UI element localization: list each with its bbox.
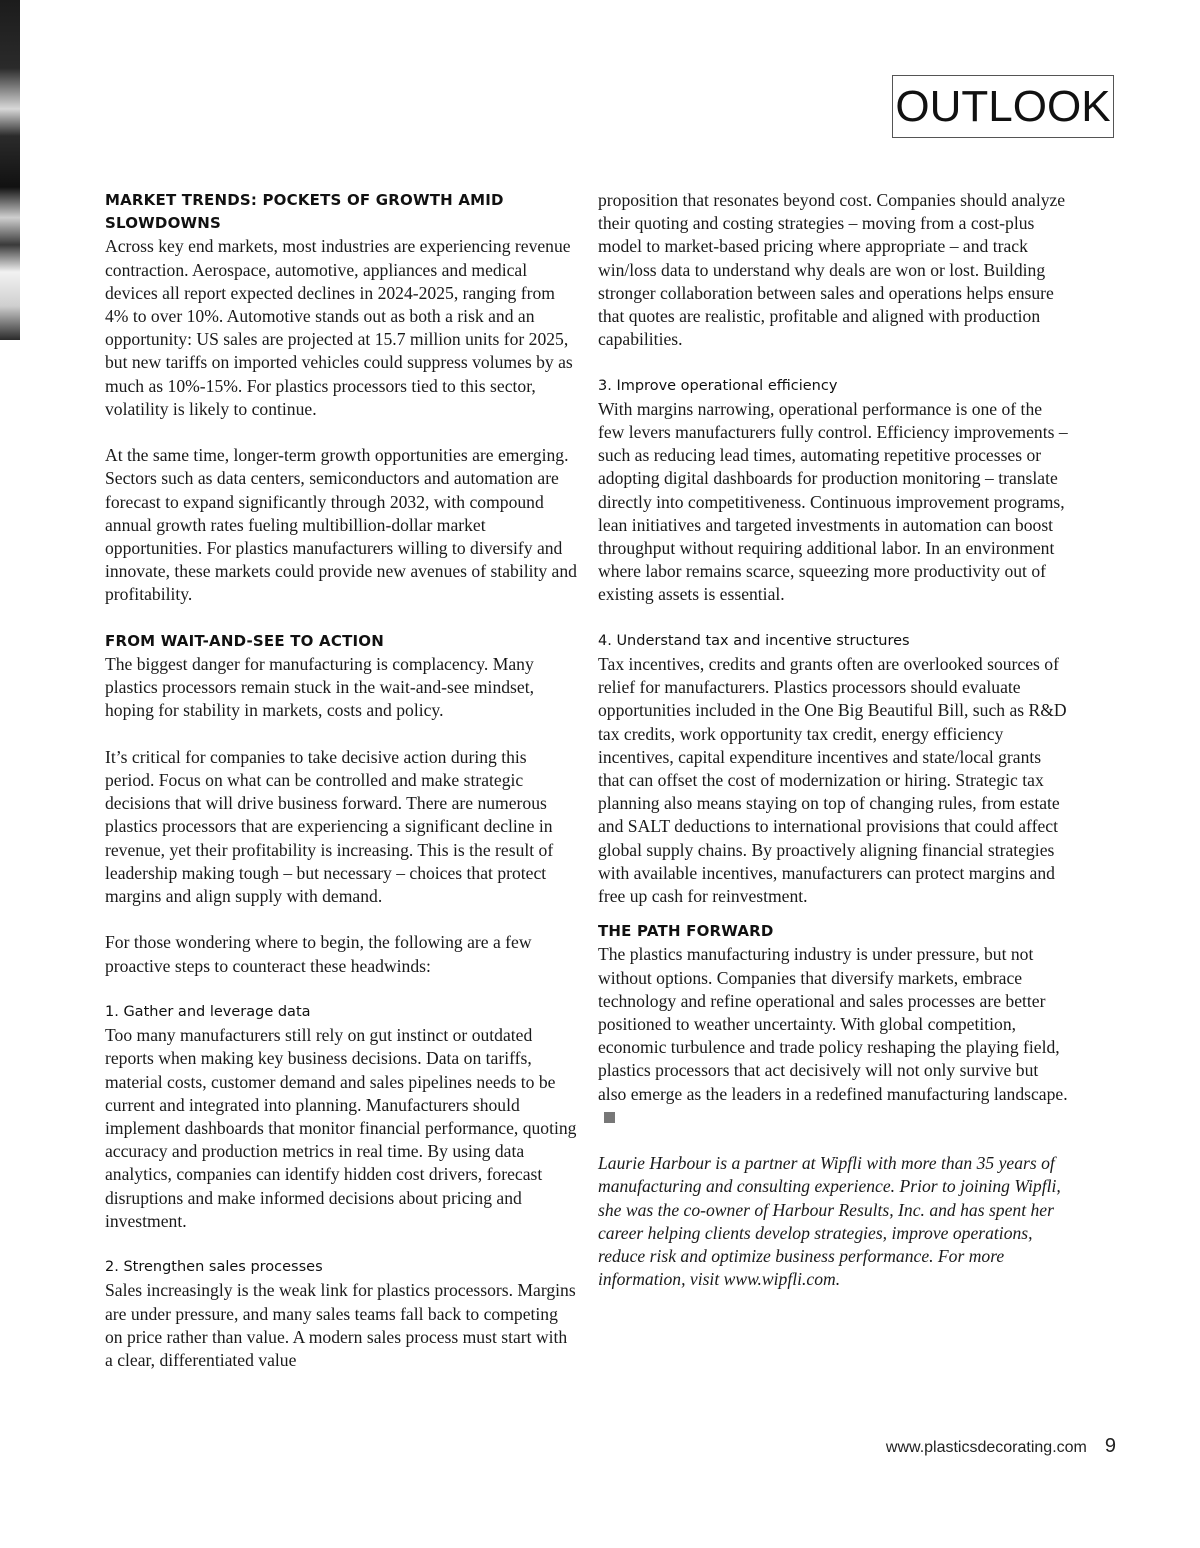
paragraph-path-forward bbox=[598, 943, 1070, 1129]
paragraph-step-2-a: Sales increasingly is the weak link for plastics processors. Margins are under pressure, and many sales teams fall back to competing on price rather than value. A modern sales process must start with a clear, differentiated value bbox=[105, 1280, 576, 1371]
page-number: 9 bbox=[1104, 1435, 1116, 1457]
paragraph-step-3: With margins narrowing, operational performance is one of the few levers manufacturers fully control. Efficiency improvements – such as reducing lead times, automating repetitive processes or adopting digital dashboards for production monitoring – translate directly into competitiveness. Continuous improvement programs, lean initiatives and targeted investments in automation can boost throughput without requiring additional labor. In an environment where labor remains scarce, squeezing more productivity out of existing assets is essential. bbox=[598, 398, 1068, 605]
left-column bbox=[105, 189, 577, 1372]
footer-url: www.plasticsdecorating.com bbox=[885, 1439, 1087, 1456]
section-label: OUTLOOK bbox=[895, 81, 1111, 131]
heading-market-trends: MARKET TRENDS: POCKETS OF GROWTH AMID SLOWDOWNS bbox=[105, 191, 504, 233]
heading-wait-and-see: FROM WAIT-AND-SEE TO ACTION bbox=[105, 631, 384, 650]
heading-step-2: 2. Strengthen sales processes bbox=[105, 1259, 323, 1276]
heading-path-forward: THE PATH FORWARD bbox=[598, 922, 774, 941]
heading-step-4: 4. Understand tax and incentive structures bbox=[598, 632, 910, 649]
paragraph-market-1: Across key end markets, most industries are experiencing revenue contraction. Aerospace, automotive, appliances and medical devices all report expected declines in 2024-2025, ranging from 4% to over 10%. Automotive stands out as both a risk and an opportunity: US sales are projected at 15.7 million units for 2025, but new tariffs on imported vehicles could suppress volumes by as much as 10%-15%. For plastics processors tied to this sector, volatility is likely to continue. bbox=[105, 236, 573, 419]
paragraph-market-2: At the same time, longer-term growth opportunities are emerging. Sectors such as data centers, semiconductors and automation are forecast to expand significantly through 2032, with compound annual growth rates fueling multibillion-dollar market opportunities. For plastics manufacturers willing to diversify and innovate, these markets could provide new avenues of stability and profitability. bbox=[105, 445, 577, 605]
edge-photo bbox=[0, 0, 20, 340]
paragraph-path-forward-text: The plastics manufacturing industry is under pressure, but not without options. Companies that diversify markets, embrace technology and refine operational and sales processes are better positioned to weather uncertainty. With global competition, economic turbulence and trade policy reshaping the playing field, plastics processors that act decisively will not only survive but also emerge as the leaders in a redefined manufacturing landscape. bbox=[598, 944, 1068, 1104]
paragraph-step-4: Tax incentives, credits and grants often are overlooked sources of relief for manufacturers. Plastics processors should evaluate opportunities included in the One Big Beautiful Bill, such as R&D tax credits, work opportunity tax credit, energy efficiency incentives, capital expenditure incentives and state/local grants that can offset the cost of modernization or hiring. Strategic tax planning also means staying on top of changing rules, from estate and SALT deductions to international provisions that could affect global supply chains. By proactively aligning financial strategies with available incentives, manufacturers can protect margins and free up cash for reinvestment. bbox=[598, 654, 1067, 907]
paragraph-wait-2: It’s critical for companies to take decisive action during this period. Focus on what can be controlled and make strategic decisions that will drive business forward. There are numerous plastics processors that are experiencing a significant decline in revenue, yet their profitability is increasing. This is the result of leadership making tough – but necessary – choices that protect margins and align supply with demand. bbox=[105, 746, 554, 907]
author-bio: Laurie Harbour is a partner at Wipfli with more than 35 years of manufacturing and consulting experience. Prior to joining Wipfli, she was the co-owner of Harbour Results, Inc. and has spent her career helping clients develop strategies, improve operations, reduce risk and optimize business performance. For more information, visit www.wipfli.com. bbox=[598, 1153, 1061, 1290]
end-mark-icon bbox=[604, 1112, 615, 1123]
right-column bbox=[598, 189, 1070, 1292]
paragraph-step-2-b: proposition that resonates beyond cost. Companies should analyze their quoting and costing strategies – moving from a cost-plus model to market-based pricing where appropriate – and track win/loss data to understand why deals are won or lost. Building stronger collaboration between sales and operations helps ensure that quotes are realistic, profitable and aligned with production capabilities. bbox=[598, 190, 1066, 350]
heading-step-3: 3. Improve operational efficiency bbox=[598, 377, 838, 394]
heading-step-1: 1. Gather and leverage data bbox=[105, 1004, 311, 1021]
section-label-box bbox=[892, 75, 1114, 138]
paragraph-step-1: Too many manufacturers still rely on gut instinct or outdated reports when making key business decisions. Data on tariffs, material costs, customer demand and sales pipelines needs to be current and integrated into planning. Manufacturers should implement dashboards that monitor financial performance, quoting accuracy and production metrics in real time. By using data analytics, companies can identify hidden cost drivers, forecast disruptions and make informed decisions about pricing and investment. bbox=[105, 1025, 577, 1231]
paragraph-wait-3: For those wondering where to begin, the following are a few proactive steps to counteract these headwinds: bbox=[105, 932, 532, 976]
page-footer bbox=[700, 1435, 1116, 1458]
paragraph-wait-1: The biggest danger for manufacturing is complacency. Many plastics processors remain stuck in the wait-and-see mindset, hoping for stability in markets, costs and policy. bbox=[105, 654, 534, 721]
